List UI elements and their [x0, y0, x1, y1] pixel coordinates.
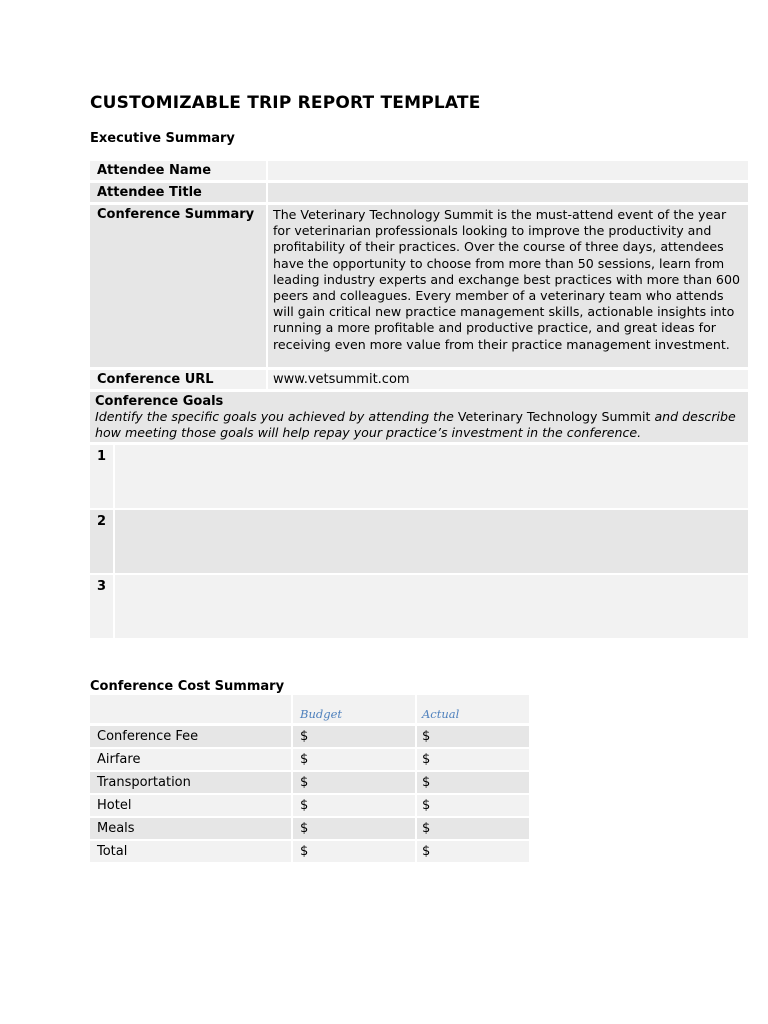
cost-actual-field[interactable]: $: [417, 749, 529, 770]
cost-actual-field[interactable]: $: [417, 726, 529, 747]
goal-number: 1: [90, 445, 113, 508]
cost-row: [90, 841, 529, 862]
executive-summary-heading: Executive Summary: [90, 131, 235, 146]
cost-actual-field[interactable]: $: [417, 772, 529, 793]
cost-budget-field[interactable]: $: [293, 795, 415, 816]
goals-desc-part2: and describe how meeting those goals will help repay your practice’s investment in the conference.: [95, 409, 736, 440]
conference-goals-title: Conference Goals: [95, 394, 224, 409]
cost-row: [90, 749, 529, 770]
goal-number: 2: [90, 510, 113, 573]
executive-summary-table: [90, 161, 748, 640]
conference-goals-header: [90, 392, 748, 442]
attendee-name-label: Attendee Name: [90, 161, 266, 180]
cost-actual-field[interactable]: $: [417, 841, 529, 862]
cost-row: [90, 818, 529, 839]
attendee-name-field[interactable]: [268, 161, 748, 180]
cost-header-budget: Budget: [293, 695, 415, 723]
goal-field[interactable]: [115, 445, 748, 508]
goal-row: [90, 575, 748, 638]
goals-desc-part1: Identify the specific goals you achieved by attending the: [95, 409, 454, 424]
conference-summary-text[interactable]: The Veterinary Technology Summit is the must-attend event of the year for veterinarian professionals looking to improve the productivity and profitability of their practices. Over the course of three days, attendees have the opportunity to choose from more than 50 sessions, learn from leading industry experts and exchange best practices with more than 600 peers and colleagues. Every member of a veterinary team who attends will gain critical new practice management skills, actionable insights into running a more profitable and productive practice, and great ideas for receiving even more value from their practice management investment.: [268, 205, 748, 367]
conference-summary-row: [90, 205, 748, 367]
cost-item-label: Meals: [90, 818, 291, 839]
goal-field[interactable]: [115, 510, 748, 573]
cost-item-label: Conference Fee: [90, 726, 291, 747]
attendee-title-field[interactable]: [268, 183, 748, 202]
goal-row: [90, 510, 748, 573]
cost-summary-table: [90, 695, 529, 864]
cost-budget-field[interactable]: $: [293, 841, 415, 862]
goal-row: [90, 445, 748, 508]
cost-header-row: [90, 695, 529, 723]
cost-budget-field[interactable]: $: [293, 818, 415, 839]
cost-item-label: Airfare: [90, 749, 291, 770]
goal-number: 3: [90, 575, 113, 638]
cost-row: [90, 726, 529, 747]
attendee-title-label: Attendee Title: [90, 183, 266, 202]
cost-header-item: [90, 695, 291, 723]
conference-summary-label: Conference Summary: [90, 205, 266, 367]
goal-field[interactable]: [115, 575, 748, 638]
cost-header-actual: Actual: [417, 695, 529, 723]
cost-row: [90, 795, 529, 816]
conference-goals-description: [95, 409, 743, 441]
cost-item-label: Hotel: [90, 795, 291, 816]
attendee-title-row: [90, 183, 748, 202]
page-title: CUSTOMIZABLE TRIP REPORT TEMPLATE: [90, 93, 481, 113]
cost-budget-field[interactable]: $: [293, 726, 415, 747]
cost-item-label: Total: [90, 841, 291, 862]
cost-actual-field[interactable]: $: [417, 795, 529, 816]
conference-url-value[interactable]: www.vetsummit.com: [268, 370, 748, 389]
goals-desc-event: Veterinary Technology Summit: [453, 409, 655, 424]
cost-actual-field[interactable]: $: [417, 818, 529, 839]
cost-row: [90, 772, 529, 793]
cost-budget-field[interactable]: $: [293, 772, 415, 793]
conference-url-row: [90, 370, 748, 389]
cost-summary-heading: Conference Cost Summary: [90, 679, 285, 694]
cost-budget-field[interactable]: $: [293, 749, 415, 770]
attendee-name-row: [90, 161, 748, 180]
conference-url-label: Conference URL: [90, 370, 266, 389]
cost-item-label: Transportation: [90, 772, 291, 793]
